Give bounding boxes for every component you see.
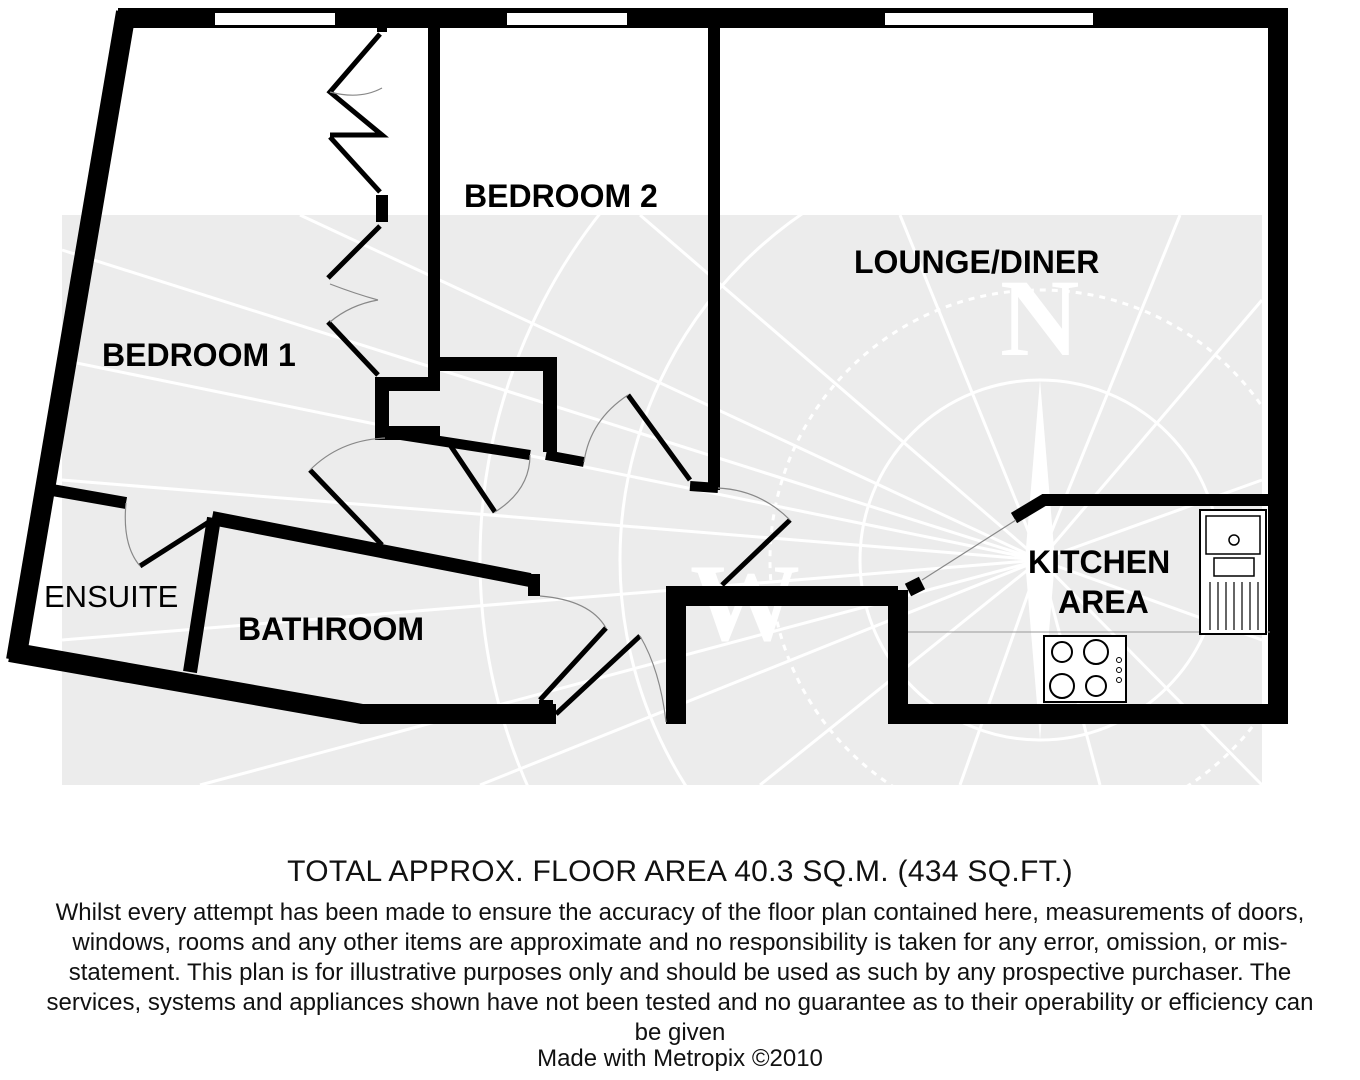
- room-label-bathroom: BATHROOM: [238, 611, 425, 647]
- compass-west-letter: W: [690, 542, 800, 664]
- room-label-ensuite: ENSUITE: [44, 579, 179, 614]
- room-label-lounge-diner: LOUNGE/DINER: [854, 244, 1100, 280]
- room-label-kitchen: KITCHEN: [1028, 544, 1171, 580]
- room-label-kitchen-area: AREA: [1058, 584, 1149, 620]
- credit-text: Made with Metropix ©2010: [537, 1045, 823, 1072]
- room-label-bedroom-1: BEDROOM 1: [102, 337, 296, 373]
- disclaimer-text: Whilst every attempt has been made to ensure the accuracy of the floor plan contained here, measurements of doors, windows, rooms and any other items are approximate and no responsibility is taken for any error, omission, or mis-statement. This plan is for illustrative purposes only and should be used as such by any prospective purchaser. The services, systems and appliances shown have not been tested and no guarantee as to their operability or efficiency can be given: [46, 899, 1314, 1046]
- room-label-bedroom-2: BEDROOM 2: [464, 178, 658, 214]
- floor-area-caption: TOTAL APPROX. FLOOR AREA 40.3 SQ.M. (434 SQ.FT.): [287, 855, 1073, 888]
- compass-north-letter: N: [1000, 257, 1080, 379]
